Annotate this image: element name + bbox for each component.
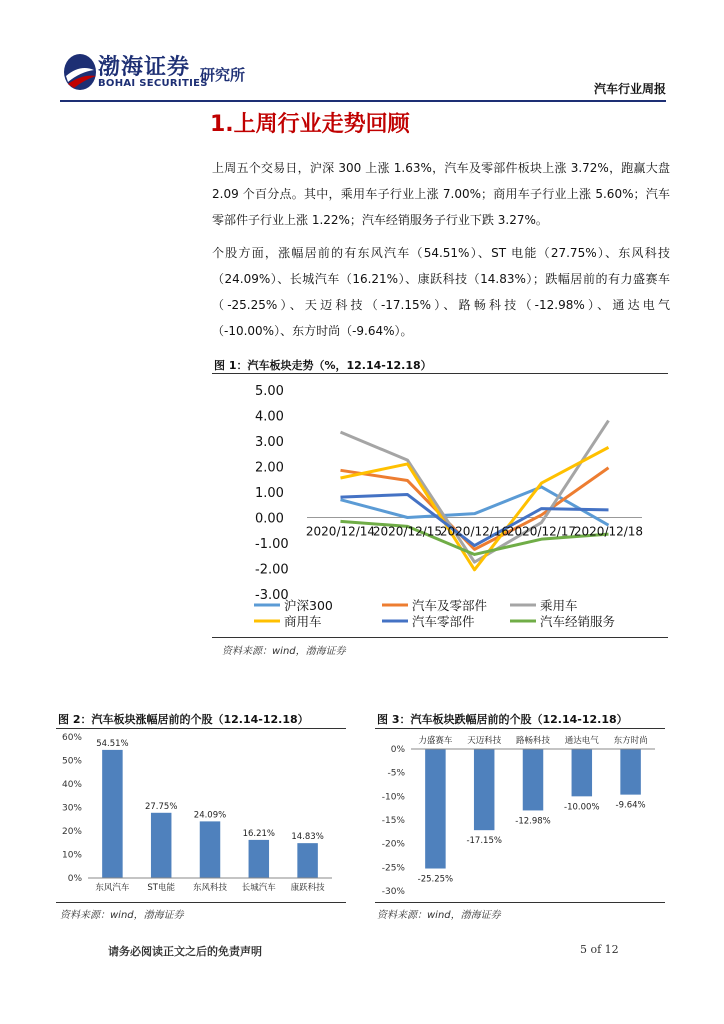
fig2-data-label: 24.09%	[193, 810, 227, 821]
fig2-data-label: 54.51%	[96, 738, 129, 749]
institute-label: 研究所	[200, 66, 246, 84]
fig2-bar	[151, 813, 171, 878]
fig2-y-tick-label: 10%	[61, 850, 82, 861]
fig3-y-tick-label: -5%	[387, 768, 405, 779]
fig3-bottom-rule	[375, 902, 665, 903]
stocks-paragraph: 个股方面，涨幅居前的有东风汽车（54.51%）、ST 电能（27.75%）、东风科技（24.09%）、长城汽车（16.21%）、康跃科技（14.83%）；跌幅居前的有力盛赛车（-25.25%）、天迈科技（-17.15%）、路畅科技（-12.98%）、通达电气（-10.00%）、东方时尚（-9.64%）。	[212, 246, 670, 338]
fig2-category-label: 长城汽车	[241, 883, 276, 893]
fig3-bar	[425, 749, 445, 869]
fig1-y-tick-label: 4.00	[255, 409, 284, 425]
fig1-x-tick-label: 2020/12/14	[305, 524, 376, 539]
fig1-x-tick-label: 2020/12/16	[439, 524, 510, 539]
fig3-data-label: -10.00%	[564, 802, 600, 813]
fig1-title: 图 1：汽车板块走势（%，12.14-12.18）	[214, 359, 432, 372]
fig2-bar	[200, 821, 220, 878]
fig3-data-label: -12.98%	[515, 816, 551, 827]
fig3-y-tick-label: -25%	[381, 863, 405, 874]
fig1-x-tick-label: 2020/12/15	[372, 524, 443, 539]
fig2-title: 图 2：汽车板块涨幅居前的个股（12.14-12.18）	[58, 713, 309, 726]
fig2-bar	[297, 843, 317, 878]
fig3-y-tick-label: 0%	[390, 745, 405, 755]
fig3-category-label: 东方时尚	[613, 736, 648, 746]
fig3-y-tick-label: -20%	[381, 839, 405, 850]
logo-name-cn: 渤海证券	[98, 54, 191, 80]
fig3-category-label: 路畅科技	[515, 736, 551, 746]
fig3-bar-chart	[375, 729, 665, 901]
fig2-bar	[102, 750, 122, 878]
fig1-x-tick-label: 2020/12/17	[506, 524, 577, 539]
fig1-legend-label: 沪深300	[284, 598, 333, 613]
disclaimer-note: 请务必阅读正文之后的免责声明	[108, 945, 262, 958]
fig2-source: 资料来源：wind，渤海证券	[60, 910, 184, 921]
report-type: 汽车行业周报	[593, 82, 666, 96]
page-number: 5 of 12	[580, 943, 619, 956]
fig1-line-chart	[212, 374, 668, 636]
fig2-y-tick-label: 60%	[61, 733, 82, 743]
fig2-data-label: 27.75%	[144, 801, 178, 812]
fig1-y-tick-label: 1.00	[255, 486, 284, 501]
fig3-y-tick-label: -10%	[381, 792, 405, 803]
fig1-legend-label: 乘用车	[540, 598, 578, 613]
fig1-series-line	[341, 421, 609, 563]
summary-paragraph: 上周五个交易日，沪深 300 上涨 1.63%，汽车及零部件板块上涨 3.72%，跑赢大盘 2.09 个百分点。其中，乘用车子行业上涨 7.00%；商用车子行业上涨 5.60%；汽车零部件子行业上涨 1.22%；汽车经销服务子行业下跌 3.27%。	[212, 161, 670, 227]
fig3-data-label: -25.25%	[417, 874, 454, 885]
fig2-y-tick-label: 0%	[67, 874, 82, 884]
fig3-title: 图 3：汽车板块跌幅居前的个股（12.14-12.18）	[377, 713, 628, 726]
fig2-category-label: 康跃科技	[290, 883, 325, 893]
fig3-category-label: 通达电气	[564, 736, 599, 746]
fig1-y-tick-label: -2.00	[255, 562, 289, 578]
section-title: 1.上周行业走势回顾	[210, 112, 410, 137]
fig3-bar	[620, 749, 640, 795]
fig3-source: 资料来源：wind，渤海证券	[377, 910, 501, 921]
fig2-bar	[249, 840, 269, 878]
fig1-series-line	[341, 487, 609, 525]
fig3-category-label: 天迈科技	[467, 736, 502, 746]
fig1-y-tick-label: -1.00	[255, 537, 289, 552]
fig3-y-tick-label: -15%	[381, 816, 405, 826]
fig2-category-label: ST电能	[147, 883, 175, 893]
fig1-x-tick-label: 2020/12/18	[573, 524, 644, 539]
header-divider	[60, 100, 666, 102]
fig3-bar	[474, 749, 494, 830]
fig2-y-tick-label: 40%	[61, 780, 82, 790]
fig3-bar	[523, 749, 543, 810]
fig1-legend-label: 汽车经销服务	[540, 614, 616, 629]
fig2-y-tick-label: 30%	[61, 803, 82, 814]
fig1-y-tick-label: -3.00	[255, 588, 289, 603]
fig1-y-tick-label: 3.00	[255, 435, 284, 450]
fig1-y-tick-label: 0.00	[255, 511, 284, 527]
fig2-category-label: 东风科技	[192, 883, 228, 893]
fig3-y-tick-label: -30%	[381, 887, 405, 897]
fig1-y-tick-label: 5.00	[255, 384, 284, 399]
fig3-category-label: 力盛赛车	[418, 736, 453, 746]
fig3-data-label: -17.15%	[466, 836, 502, 847]
fig2-y-tick-label: 50%	[61, 756, 82, 767]
fig2-data-label: 16.21%	[242, 828, 276, 839]
fig2-category-label: 东风汽车	[95, 883, 130, 893]
fig1-legend-label: 汽车及零部件	[412, 598, 488, 613]
company-logo	[62, 50, 98, 94]
fig1-legend-label: 汽车零部件	[412, 614, 475, 629]
fig1-y-tick-label: 2.00	[255, 460, 284, 476]
fig2-bottom-rule	[56, 902, 346, 903]
fig3-data-label: -9.64%	[615, 800, 646, 811]
logo-name-en: BOHAI SECURITIES	[98, 78, 208, 89]
fig2-y-tick-label: 20%	[61, 827, 82, 837]
fig1-source: 资料来源：wind，渤海证券	[222, 646, 346, 657]
fig2-data-label: 14.83%	[291, 832, 324, 843]
fig3-bar	[572, 749, 592, 796]
fig1-bottom-rule	[212, 637, 668, 638]
fig1-legend-label: 商用车	[284, 614, 322, 629]
fig2-bar-chart	[56, 729, 346, 901]
